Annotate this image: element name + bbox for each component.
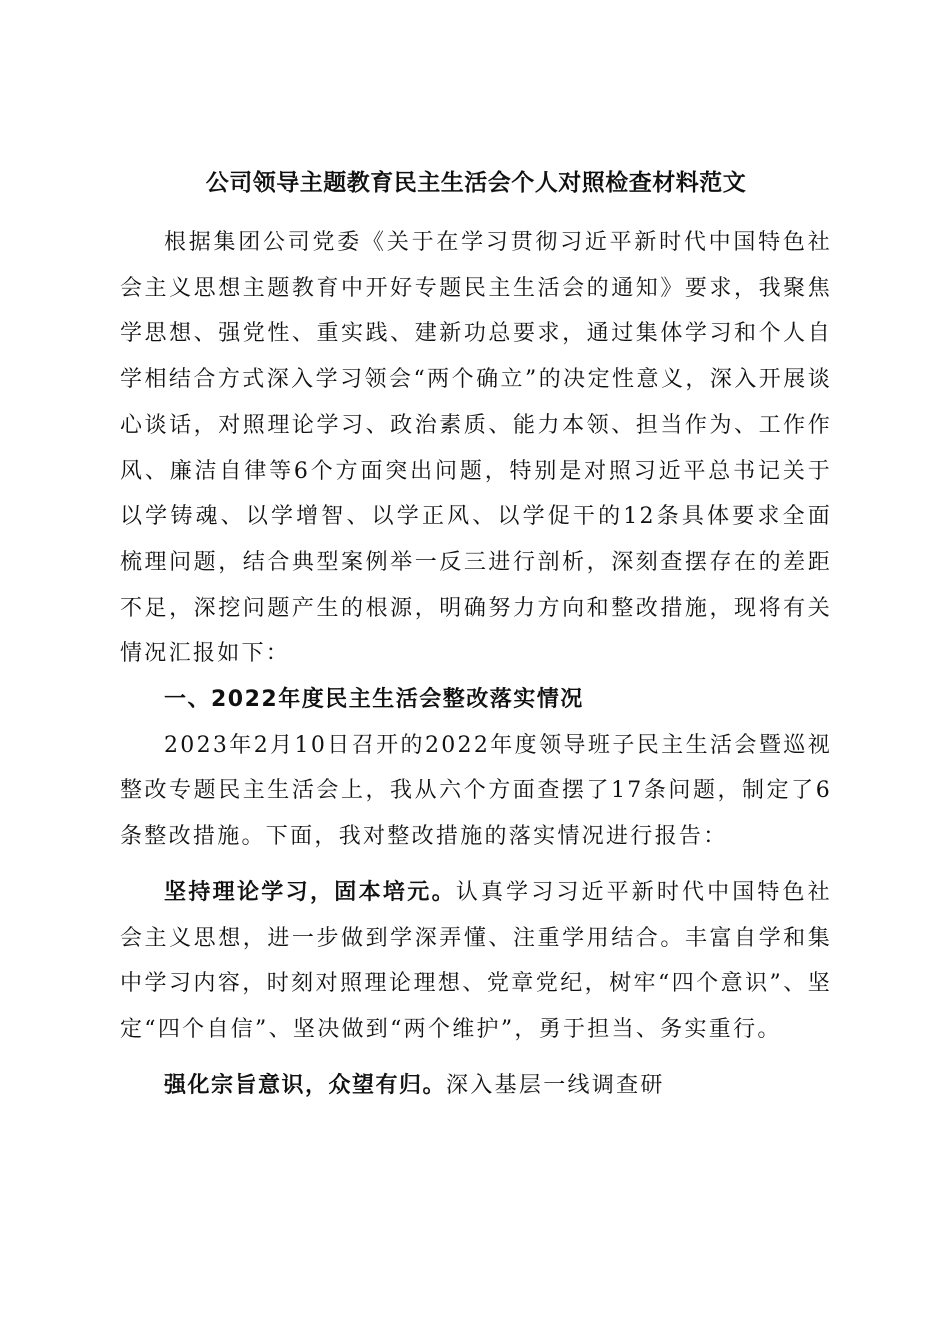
- item-1-lead: 坚持理论学习，固本培元。: [164, 879, 456, 905]
- section-heading-1: 一、2022年度民主生活会整改落实情况: [164, 687, 584, 713]
- rectification-item-2: [120, 1063, 832, 1109]
- section-1-body: 2023年2月10日召开的2022年度领导班子民主生活会暨巡视整改专题民主生活会上，我从六个方面查摆了17条问题，制定了6条整改措施。下面，我对整改措施的落实情况进行报告：: [120, 732, 832, 850]
- item-2-text: 深入基层一线调查研: [446, 1072, 665, 1098]
- rectification-item-1: [120, 870, 832, 1053]
- document-title: 公司领导主题教育民主生活会个人对照检查材料范文: [205, 170, 747, 196]
- intro-paragraph: 根据集团公司党委《关于在学习贯彻习近平新时代中国特色社会主义思想主题教育中开好专题民主生活会的通知》要求，我聚焦学思想、强党性、重实践、建新功总要求，通过集体学习和个人自学相结合方式深入学习领会“两个确立”的决定性意义，深入开展谈心谈话，对照理论学习、政治素质、能力本领、担当作为、工作作风、廉洁自律等6个方面突出问题，特别是对照习近平总书记关于以学铸魂、以学增智、以学正风、以学促干的12条具体要求全面梳理问题，结合典型案例举一反三进行剖析，深刻查摆存在的差距不足，深挖问题产生的根源，明确努力方向和整改措施，现将有关情况汇报如下：: [120, 230, 832, 667]
- document-page: [120, 166, 832, 1108]
- item-1-text: 认真学习习近平新时代中国特色社会主义思想，进一步做到学深弄懂、注重学用结合。丰富自学和集中学习内容，时刻对照理论理想、党章党纪，树牢“四个意识”、坚定“四个自信”、坚决做到“两个维护”，勇于担当、务实重行。: [120, 879, 832, 1042]
- item-2-lead: 强化宗旨意识，众望有归。: [164, 1072, 447, 1098]
